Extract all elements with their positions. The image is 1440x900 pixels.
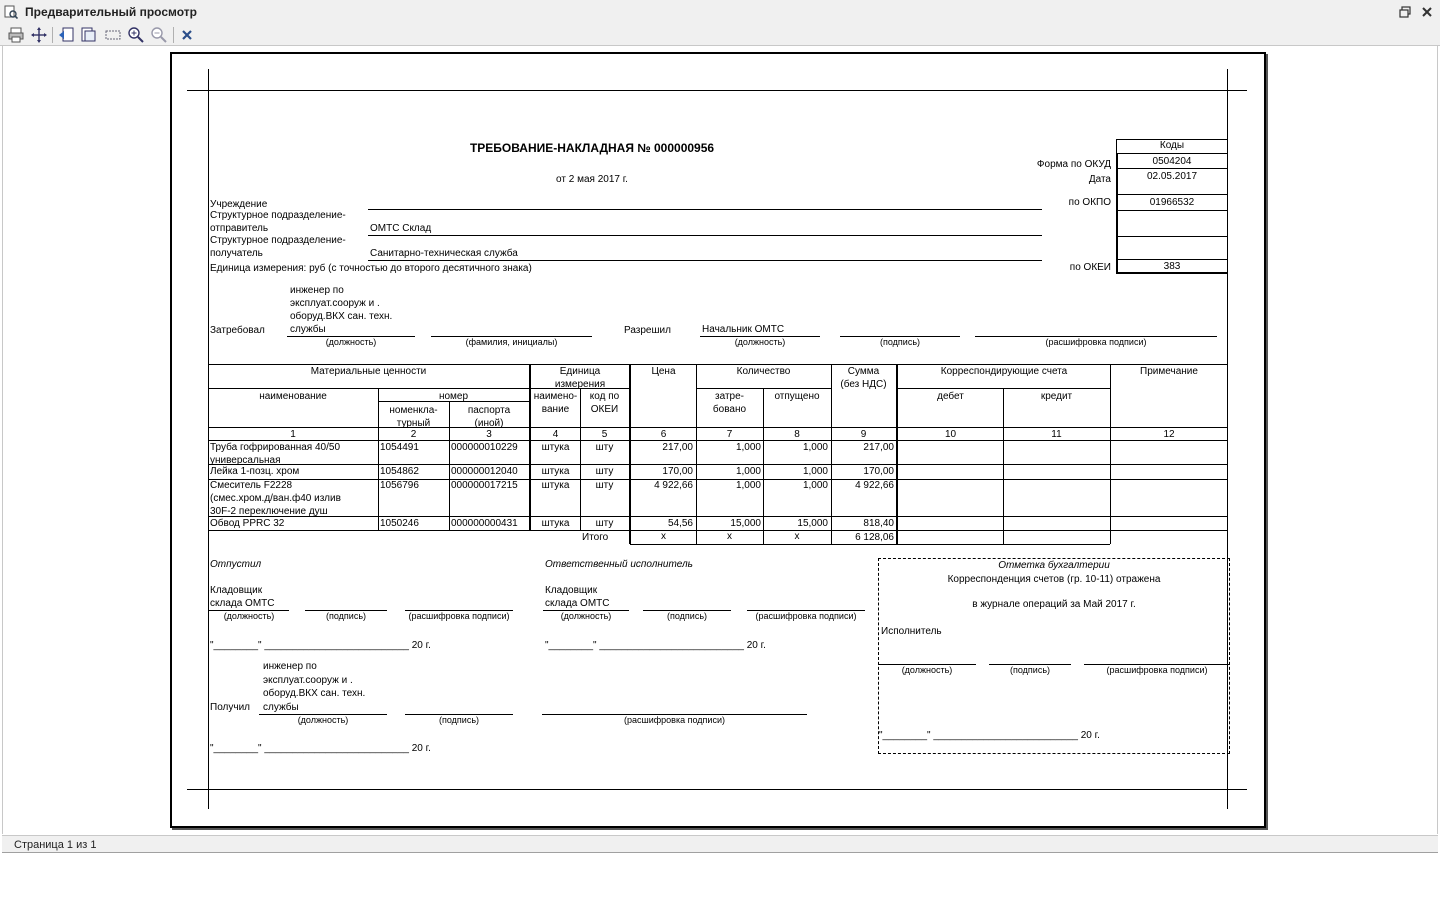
close-icon	[1419, 4, 1435, 20]
row-3-sum: 4 922,66	[855, 480, 894, 491]
executor-position-2: склада ОМТС	[545, 598, 610, 609]
page-setup-icon[interactable]	[104, 26, 122, 44]
window-title: Предварительный просмотр	[25, 5, 197, 19]
receiver-label-2: получатель	[210, 248, 263, 259]
th-pass-2: (иной)	[474, 418, 504, 429]
row-4-req: 15,000	[730, 518, 761, 529]
preview-document-icon	[4, 5, 18, 19]
permitted-position: Начальник ОМТС	[702, 324, 785, 335]
col-num: 4	[552, 429, 559, 440]
col-num: 7	[726, 429, 733, 440]
th-unit: Единица	[559, 366, 601, 377]
received-label: Получил	[210, 702, 250, 713]
print-icon[interactable]	[7, 26, 25, 44]
requested-label: Затребовал	[210, 325, 265, 336]
released-label: Отпустил	[210, 559, 262, 570]
sender-label-1: Структурное подразделение-	[210, 210, 346, 221]
codes-line	[1116, 194, 1228, 195]
window-close-button[interactable]	[1419, 4, 1435, 20]
row-4-price: 54,56	[667, 518, 693, 529]
row-3-name-2: (смес.хром.д/ван.ф40 излив	[210, 493, 341, 504]
requested-pos-caption: (должность)	[325, 337, 377, 347]
date-value: 02.05.2017	[1146, 171, 1198, 182]
row-4-pass: 000000000431	[451, 518, 518, 529]
permitted-pos-caption: (должность)	[734, 337, 786, 347]
col-num: 12	[1163, 429, 1175, 440]
table-line	[208, 364, 1228, 365]
row-3-okei: шту	[595, 480, 614, 491]
doc-title: ТРЕБОВАНИЕ-НАКЛАДНАЯ № 000000956	[469, 141, 715, 155]
row-2-okei: шту	[595, 466, 614, 477]
row-3-name-1: Смеситель F2228	[210, 480, 293, 491]
receiver-line	[368, 260, 1042, 261]
th-pass-1: паспорта	[467, 405, 511, 416]
requested-position-2: эксплуат.сооруж и .	[290, 298, 380, 309]
table-vline	[1003, 388, 1004, 544]
permitted-sign-caption: (подпись)	[879, 337, 921, 347]
received-position-4: службы	[263, 702, 299, 713]
total-sum: 6 128,06	[855, 532, 894, 543]
received-pos-caption: (должность)	[297, 715, 349, 725]
executor-position-1: Кладовщик	[545, 585, 598, 596]
status-bar	[2, 835, 1438, 853]
restore-button[interactable]	[1397, 4, 1413, 20]
col-num: 5	[601, 429, 608, 440]
executor-decode-caption: (расшифровка подписи)	[755, 611, 857, 621]
table-line	[208, 427, 1228, 428]
zoom-in-icon[interactable]	[127, 26, 145, 44]
row-4-nom: 1050246	[380, 518, 419, 529]
th-nom-2: турный	[396, 418, 431, 429]
row-3-rel: 1,000	[802, 480, 828, 491]
row-2-req: 1,000	[735, 466, 761, 477]
codes-line	[1116, 210, 1228, 211]
institution-line	[368, 209, 1042, 210]
row-4-name-1: Обвод PPRC 32	[210, 518, 285, 529]
page-back-icon[interactable]	[57, 26, 75, 44]
restore-icon	[1397, 4, 1413, 20]
requested-position-3: оборуд.ВКХ сан. техн.	[290, 311, 393, 322]
margin-line-bottom	[187, 789, 1247, 790]
codes-box-bottom	[1116, 272, 1228, 274]
accounting-box	[878, 558, 1230, 754]
th-number: номер	[438, 391, 469, 402]
released-decode-caption: (расшифровка подписи)	[408, 611, 510, 621]
total-rel-x: х	[794, 531, 800, 542]
row-1-sum: 217,00	[863, 442, 894, 453]
toolbar-separator	[173, 27, 174, 43]
requested-name-caption: (фамилия, инициалы)	[465, 337, 558, 347]
row-1-nom: 1054491	[380, 442, 419, 453]
title-bar	[0, 0, 1440, 24]
close-icon[interactable]	[178, 26, 196, 44]
col-num: 10	[944, 429, 957, 440]
move-icon[interactable]	[30, 26, 48, 44]
row-2-pass: 000000012040	[451, 466, 518, 477]
received-date-line: "________" __________________________ 20 г.	[210, 743, 431, 754]
row-3-req: 1,000	[735, 480, 761, 491]
toolbar-separator	[52, 27, 53, 43]
codes-line	[1116, 139, 1117, 153]
received-sign-caption: (подпись)	[438, 715, 480, 725]
row-2-unit: штука	[541, 466, 570, 477]
row-3-name-3: 30F-2 переключение душ	[210, 506, 328, 517]
row-2-name-1: Лейка 1-позц. хром	[210, 466, 300, 477]
received-position-2: эксплуат.сооруж и .	[263, 675, 353, 686]
permitted-label: Разрешил	[624, 325, 671, 336]
table-line	[630, 544, 1110, 545]
received-position-1: инженер по	[263, 661, 317, 672]
row-2-rel: 1,000	[802, 466, 828, 477]
th-uname-1: наимено-	[533, 391, 578, 402]
okpo-label: по ОКПО	[1068, 197, 1111, 208]
table-vline	[1110, 364, 1111, 544]
col-num: 9	[860, 429, 867, 440]
row-4-unit: штука	[541, 518, 570, 529]
executor-pos-caption: (должность)	[560, 611, 612, 621]
row-1-pass: 000000010229	[451, 442, 518, 453]
th-ucode-1: код по	[589, 391, 620, 402]
total-price-x: х	[661, 531, 666, 542]
col-num: 3	[486, 429, 492, 440]
permitted-decode-caption: (расшифровка подписи)	[1045, 337, 1147, 347]
row-1-unit: штука	[541, 442, 570, 453]
th-sum-2: (без НДС)	[840, 379, 887, 390]
requested-position-1: инженер по	[290, 285, 344, 296]
margin-line-top	[187, 90, 1247, 91]
col-num: 6	[660, 429, 667, 440]
th-req-1: затре-	[715, 391, 744, 402]
row-2-nom: 1054862	[380, 466, 419, 477]
col-num: 1	[290, 429, 296, 440]
accounting-pos-caption: (должность)	[901, 665, 953, 675]
table-line	[208, 440, 1228, 441]
receiver-value: Санитарно-техническая служба	[370, 248, 518, 259]
row-3-price: 4 922,66	[654, 480, 693, 491]
th-credit: кредит	[1040, 391, 1073, 402]
released-pos-caption: (должность)	[223, 611, 275, 621]
accounting-executor-label: Исполнитель	[881, 626, 942, 637]
th-accounts: Корреспондирующие счета	[940, 366, 1068, 377]
th-uname-2: вание	[541, 404, 570, 415]
accounting-sign-caption: (подпись)	[1009, 665, 1051, 675]
col-num: 8	[794, 429, 800, 440]
total-label: Итого	[582, 532, 609, 543]
sender-value: ОМТС Склад	[370, 223, 432, 234]
col-num: 11	[1051, 429, 1062, 440]
institution-label: Учреждение	[210, 199, 268, 210]
accounting-line-1: Корреспонденция счетов (гр. 10-11) отражена	[947, 574, 1161, 585]
th-price: Цена	[651, 366, 676, 377]
sender-line	[368, 235, 1042, 236]
th-note: Примечание	[1140, 366, 1198, 377]
th-qty: Количество	[736, 366, 791, 377]
unit-line: Единица измерения: руб (с точностью до второго десятичного знака)	[210, 263, 532, 274]
okud-value: 0504204	[1152, 156, 1192, 167]
received-position-3: оборуд.ВКХ сан. техн.	[263, 688, 366, 699]
accounting-line-2: в журнале операций за Май 2017 г.	[972, 599, 1136, 610]
accounting-date-line: "________" __________________________ 20 г.	[879, 730, 1100, 741]
printed-page	[170, 52, 1266, 828]
okei-value: 383	[1163, 261, 1181, 272]
table-vline	[831, 364, 832, 544]
released-date-line: "________" __________________________ 20 г.	[210, 640, 431, 651]
th-debit: дебет	[937, 391, 964, 402]
table-line	[208, 516, 1228, 517]
row-4-rel: 15,000	[797, 518, 828, 529]
date-label: Дата	[1088, 174, 1111, 185]
released-position-1: Кладовщик	[210, 585, 263, 596]
sender-label-2: отправитель	[210, 223, 269, 234]
released-position-2: склада ОМТС	[210, 598, 275, 609]
receiver-label-1: Структурное подразделение-	[210, 235, 346, 246]
accounting-title: Отметка бухгалтерии	[998, 560, 1110, 571]
th-material: Материальные ценности	[310, 366, 427, 377]
row-1-name-1: Труба гофрированная 40/50	[210, 442, 341, 453]
codes-line	[1116, 236, 1228, 237]
accounting-decode-caption: (расшифровка подписи)	[1106, 665, 1208, 675]
row-3-pass: 000000017215	[451, 480, 518, 491]
okud-label: Форма по ОКУД	[1036, 159, 1111, 170]
th-ucode-2: ОКЕИ	[590, 404, 619, 415]
okei-label: по ОКЕИ	[1069, 262, 1111, 273]
executor-date-line: "________" __________________________ 20 г.	[545, 640, 766, 651]
codes-line	[1116, 139, 1228, 140]
codes-line	[1116, 168, 1228, 169]
row-1-req: 1,000	[735, 442, 761, 453]
row-3-nom: 1056796	[380, 480, 419, 491]
requested-position-4: службы	[290, 324, 326, 335]
row-4-sum: 818,40	[863, 518, 894, 529]
codes-line	[1116, 259, 1228, 260]
th-req-2: бовано	[712, 404, 747, 415]
th-nom-1: номенкла-	[389, 405, 438, 416]
executor-sign-caption: (подпись)	[666, 611, 708, 621]
th-sum: Сумма	[847, 366, 880, 377]
table-line	[208, 464, 1228, 465]
executor-label: Ответственный исполнитель	[545, 559, 693, 570]
preview-toolbar	[0, 24, 1440, 46]
row-1-price: 217,00	[662, 442, 693, 453]
total-req-x: х	[727, 531, 732, 542]
released-sign-caption: (подпись)	[325, 611, 367, 621]
th-released: отпущено	[774, 391, 820, 402]
row-3-unit: штука	[541, 480, 570, 491]
row-1-okei: шту	[595, 442, 614, 453]
row-1-name-2: универсальная	[210, 455, 281, 466]
zoom-out-icon[interactable]	[150, 26, 168, 44]
okpo-value: 01966532	[1149, 197, 1195, 208]
th-name: наименование	[259, 391, 327, 402]
page-counter: Страница 1 из 1	[14, 839, 97, 851]
row-1-rel: 1,000	[802, 442, 828, 453]
codes-header: Коды	[1159, 140, 1185, 151]
table-vline	[629, 364, 631, 544]
col-num: 2	[410, 429, 417, 440]
row-4-okei: шту	[595, 518, 614, 529]
th-unit-2: измерения	[554, 379, 606, 390]
received-decode-caption: (расшифровка подписи)	[624, 715, 725, 725]
row-2-sum: 170,00	[863, 466, 894, 477]
doc-date: от 2 мая 2017 г.	[556, 174, 628, 185]
codes-line	[1116, 153, 1228, 154]
page-forward-icon[interactable]	[80, 26, 98, 44]
row-2-price: 170,00	[662, 466, 693, 477]
